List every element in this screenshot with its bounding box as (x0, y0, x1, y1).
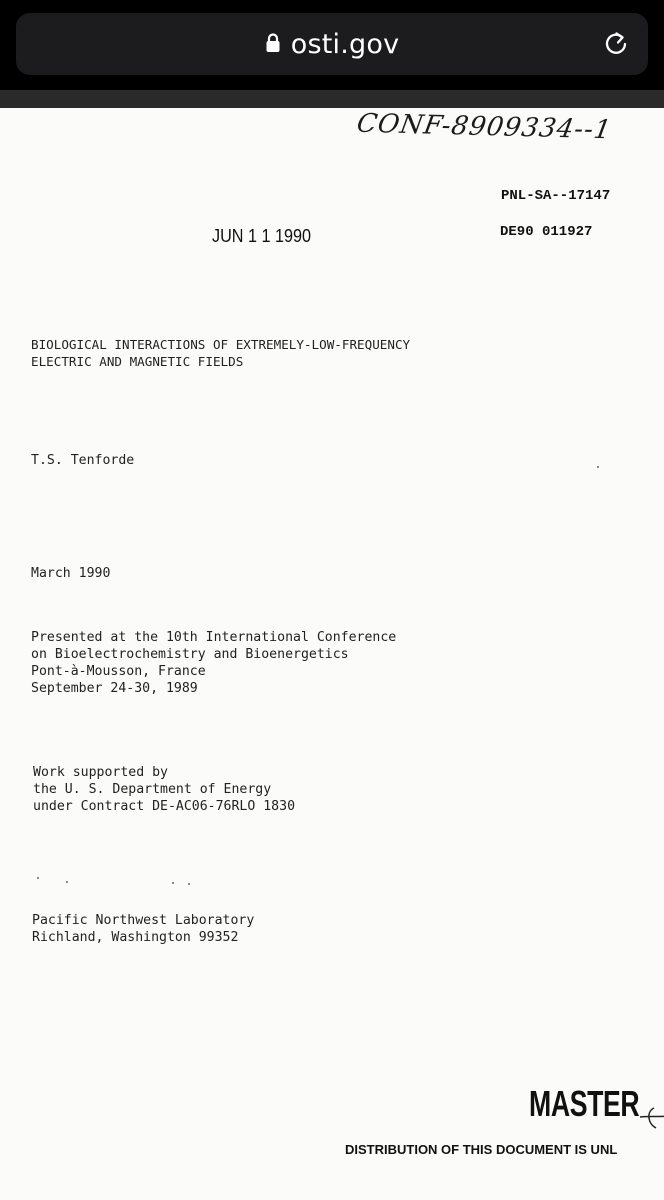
address-content (16, 13, 648, 75)
reload-icon[interactable] (602, 30, 630, 58)
document-title: BIOLOGICAL INTERACTIONS OF EXTREMELY-LOW-FREQUENCY ELECTRIC AND MAGNETIC FIELDS (31, 337, 411, 369)
scan-speck (37, 877, 39, 879)
scanned-document-page[interactable] (0, 108, 664, 1200)
handwritten-conference-number: CONF-8909334--1 (354, 108, 614, 146)
lock-icon (265, 33, 281, 53)
document-author: T.S. Tenforde (31, 453, 135, 468)
master-stamp: MASTER (529, 1083, 640, 1124)
presentation-details: Presented at the 10th International Conference on Bioelectrochemistry and Bioenergetics Pont-à-Mousson, France September 24-30, 1989 (31, 630, 397, 696)
toolbar-shadow (0, 90, 664, 108)
scan-speck (597, 466, 599, 468)
handwritten-mark-icon (640, 1106, 664, 1136)
scan-speck (172, 882, 174, 884)
laboratory-address: Pacific Northwest Laboratory Richland, Washington 99352 (32, 913, 255, 945)
scan-speck (66, 881, 68, 883)
url-text[interactable]: osti.gov (290, 28, 400, 60)
distribution-statement: DISTRIBUTION OF THIS DOCUMENT IS UNL (345, 1142, 618, 1157)
report-number: PNL-SA--17147 (501, 188, 611, 204)
funding-statement: Work supported by the U. S. Department of Energy under Contract DE-AC06-76RLO 1830 (33, 765, 296, 814)
address-bar[interactable] (16, 13, 648, 75)
doe-number: DE90 011927 (500, 224, 593, 240)
received-date-stamp: JUN 1 1 1990 (212, 226, 312, 246)
scan-speck (188, 883, 190, 885)
browser-chrome (0, 0, 664, 108)
document-date: March 1990 (31, 566, 111, 581)
